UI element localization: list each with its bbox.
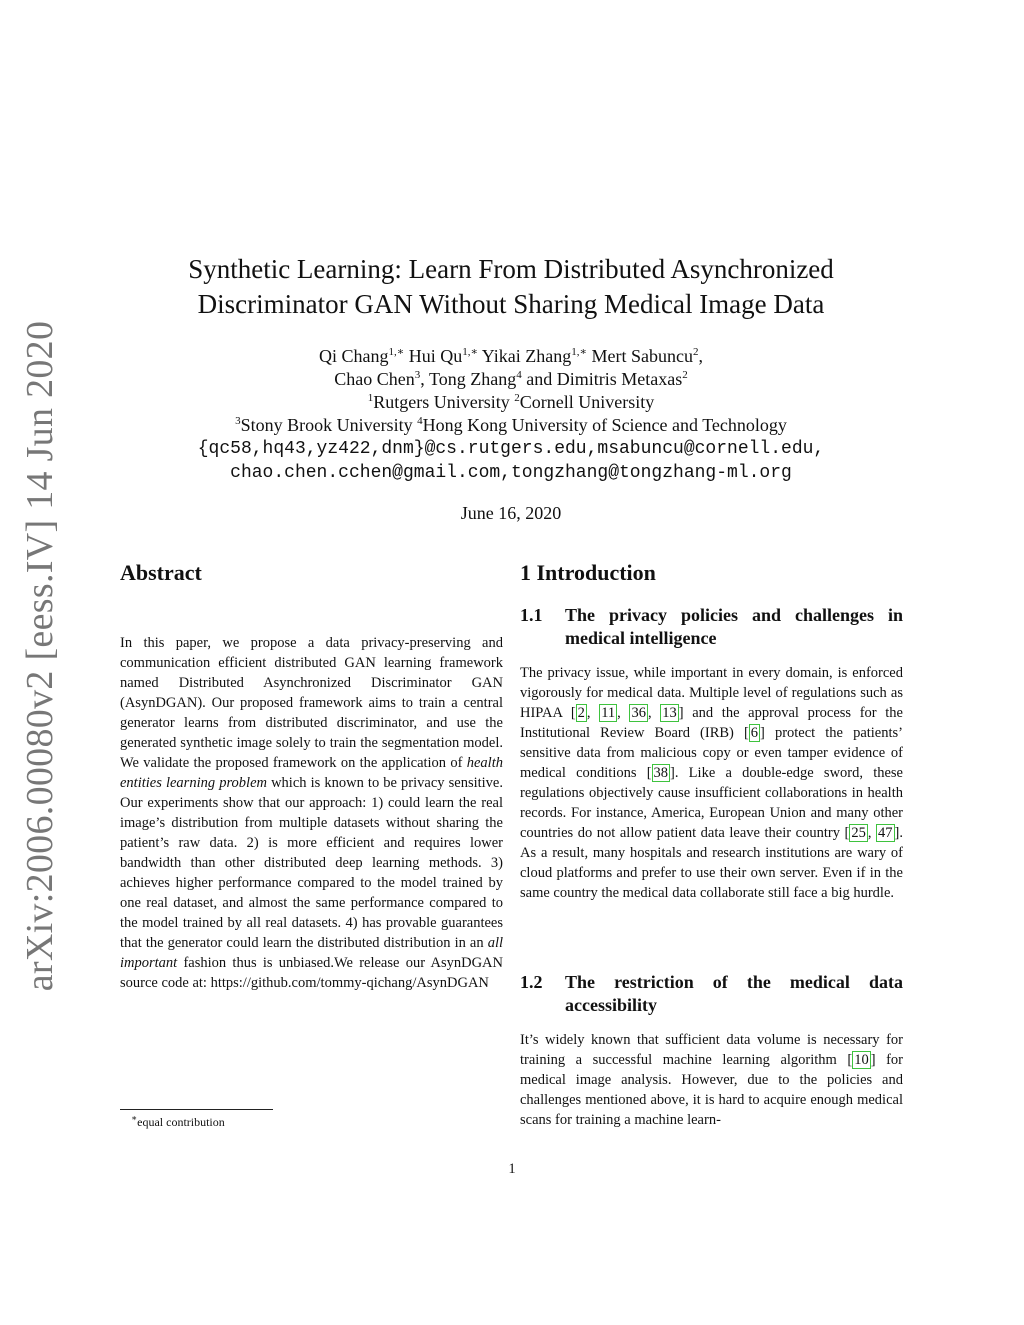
author-name: Chao Chen — [334, 369, 415, 389]
author-name: Qi Chang — [318, 346, 389, 366]
page-number: 1 — [508, 1161, 516, 1177]
citation-link[interactable]: 2 — [577, 705, 585, 721]
author-affiliation-mark: 2 — [693, 346, 699, 358]
citation-link[interactable]: 36 — [631, 705, 646, 721]
footnote-text: equal contribution — [137, 1115, 225, 1129]
affiliation-name: Stony Brook University — [240, 415, 418, 435]
citation-link[interactable]: 25 — [851, 825, 866, 841]
author-affiliation-mark: 1,∗ — [571, 346, 588, 358]
footnote-mark: ∗ — [131, 1113, 138, 1123]
author-name: Mert Sabuncu — [591, 346, 693, 366]
footnote-divider — [120, 1109, 273, 1110]
author-name: Tong Zhang — [428, 369, 517, 389]
subsection-1-2-heading — [520, 971, 903, 1017]
citation-link[interactable]: 11 — [601, 705, 616, 721]
citation-separator: , — [647, 705, 661, 721]
subsection-number: 1.2 — [520, 972, 543, 992]
author-separator: , — [420, 369, 429, 389]
arxiv-identifier-stamp: arXiv:2006.00080v2 [eess.IV] 14 Jun 2020 — [19, 320, 61, 992]
author-affiliation-mark: 3 — [414, 369, 421, 381]
affiliation-name: Rutgers University — [373, 392, 515, 412]
author-name: Dimitris Metaxas — [556, 369, 683, 389]
citation-separator: , — [867, 825, 877, 841]
author-affiliation-mark: 1,∗ — [388, 346, 405, 358]
author-affiliation-mark: 4 — [516, 369, 522, 381]
affiliation-line-1 — [110, 391, 912, 414]
subsection-1-1-text — [520, 663, 903, 903]
affiliation-mark: 2 — [514, 392, 520, 404]
affiliation-name: Hong Kong University of Science and Technology — [422, 415, 787, 435]
abstract-emphasis: all important — [120, 935, 503, 971]
abstract-text — [120, 633, 503, 993]
affiliation-name: Cornell University — [519, 392, 655, 412]
body-text: ] and the approval process for the Institutional Review Board (IRB) [ — [520, 705, 903, 741]
citation-link[interactable]: 47 — [878, 825, 893, 841]
author-block — [110, 345, 912, 485]
abstract-heading: Abstract — [120, 560, 202, 585]
author-name: Hui Qu — [408, 346, 463, 366]
affiliation-line-2 — [110, 414, 912, 437]
body-text: It’s widely known that sufficient data volume is necessary for training a successful machine learning algorithm [ — [520, 1032, 903, 1068]
paper-title — [110, 252, 912, 322]
citation-link[interactable]: 10 — [854, 1052, 869, 1068]
citation-separator: , — [586, 705, 600, 721]
body-text: ] for medical image analysis. However, due to the policies and challenges mentioned above, it is hard to acquire enough medical scans for training a machine learn- — [520, 1052, 903, 1128]
publication-date: June 16, 2020 — [460, 503, 562, 523]
author-affiliation-mark: 1,∗ — [462, 346, 478, 358]
body-text: ] protect the patients’ sensitive data from malicious copy or even tamper evidence of medical conditions [ — [520, 725, 903, 781]
title-line-2: Discriminator GAN Without Sharing Medical Image Data — [197, 289, 825, 319]
footnote — [131, 1113, 225, 1130]
subsection-1-2-text — [520, 1030, 903, 1130]
title-line-1: Synthetic Learning: Learn From Distributed Asynchronized — [188, 254, 834, 284]
abstract-text-part: which is known to be privacy sensitive. Our experiments show that our approach: 1) could learn the real image’s distribution from multiple datasets without sharing the patient’s raw data. 2) is more efficient and requires lower bandwidth than other distributed deep learning methods. 3) achieves higher performance compared to the model trained by one real dataset, and almost the same performance compared to the model trained by all real datasets. 4) has provable guarantees that the generator could learn the distributed distribution in an — [120, 775, 503, 951]
author-line-1 — [110, 345, 912, 368]
abstract-emphasis: health entities learning problem — [120, 755, 503, 791]
body-text: ]. As a result, many hospitals and research institutions are wary of cloud platforms and prefer to use their own server. Even if in the same country the medical data collaborate still face a big hurdle. — [520, 825, 903, 901]
author-affiliation-mark: 2 — [682, 369, 688, 381]
introduction-heading: 1 Introduction — [520, 560, 656, 585]
citation-link[interactable]: 6 — [750, 725, 759, 741]
subsection-title: The restriction of the medical data accessibility — [565, 972, 903, 1015]
author-separator: and — [521, 369, 557, 389]
author-line-2 — [110, 368, 912, 391]
affiliation-mark: 1 — [367, 392, 374, 404]
abstract-text-part: fashion thus is unbiased.We release our AsynDGAN source code at: https://github.com/tommy-qichang/AsynDGAN — [120, 955, 503, 991]
affiliation-mark: 4 — [417, 415, 423, 427]
author-separator: , — [698, 346, 703, 366]
affiliation-mark: 3 — [235, 415, 241, 427]
author-name: Yikai Zhang — [481, 346, 572, 366]
citation-link[interactable]: 38 — [653, 765, 669, 781]
email-line-1: {qc58,hq43,yz422,dnm}@cs.rutgers.edu,msabuncu@cornell.edu, — [197, 439, 825, 459]
email-line-2: chao.chen.cchen@gmail.com,tongzhang@tongzhang-ml.org — [230, 463, 792, 483]
body-text: The privacy issue, while important in every domain, is enforced vigorously for medical data. Multiple level of regulations such as HIPAA [ — [520, 665, 903, 721]
subsection-1-1-heading — [520, 604, 903, 650]
citation-separator: , — [617, 705, 630, 721]
citation-link[interactable]: 13 — [662, 705, 677, 721]
body-text: ]. Like a double-edge sword, these regulations objectively cause insufficient collaborations in health records. For instance, America, European Union and many other countries do not allow patient data leave their country [ — [520, 765, 903, 841]
abstract-text-part: In this paper, we propose a data privacy-preserving and communication efficient distributed GAN learning framework named Distributed Asynchronized Discriminator GAN (AsynDGAN). Our proposed framework aims to train a central generator learns from distributed discriminator, and use the generated synthetic image solely to train the segmentation model. We validate the proposed framework on the application of — [120, 635, 503, 771]
subsection-title: The privacy policies and challenges in medical intelligence — [565, 605, 903, 648]
subsection-number: 1.1 — [520, 605, 543, 625]
